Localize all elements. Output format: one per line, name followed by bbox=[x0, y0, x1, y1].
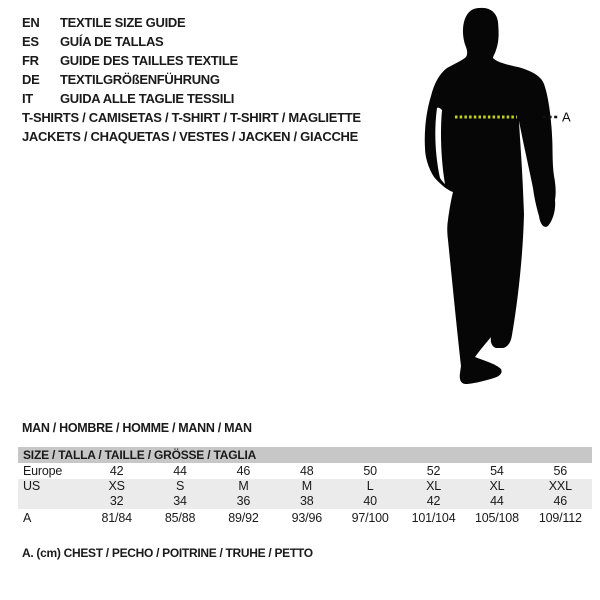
size-cell: 105/108 bbox=[475, 511, 519, 525]
row-label: US bbox=[23, 479, 40, 493]
language-list bbox=[22, 13, 238, 108]
size-cell: 44 bbox=[173, 464, 187, 478]
size-cell: 36 bbox=[236, 494, 251, 508]
language-row-fr bbox=[22, 51, 238, 70]
language-code: EN bbox=[22, 15, 40, 30]
table-row-europe bbox=[18, 463, 592, 479]
size-cell: 85/88 bbox=[164, 511, 196, 525]
language-label: TEXTILGRÖßENFÜHRUNG bbox=[60, 72, 220, 87]
size-cell: 97/100 bbox=[351, 511, 389, 525]
language-row-es bbox=[22, 32, 238, 51]
size-cell: XS bbox=[108, 479, 125, 493]
language-code: IT bbox=[22, 91, 33, 106]
category-tshirts: T-SHIRTS / CAMISETAS / T-SHIRT / T-SHIRT / MAGLIETTE bbox=[22, 110, 361, 125]
size-cell: 46 bbox=[236, 464, 251, 478]
row-label: A bbox=[23, 511, 32, 525]
size-cell: XXL bbox=[548, 479, 572, 493]
size-table bbox=[18, 447, 592, 527]
row-label bbox=[18, 494, 85, 509]
language-code: ES bbox=[22, 34, 39, 49]
language-label: GUIDE DES TAILLES TEXTILE bbox=[60, 53, 238, 68]
language-row-it bbox=[22, 89, 238, 108]
size-cell: L bbox=[366, 479, 374, 493]
size-cell: M bbox=[238, 479, 249, 493]
man-silhouette-figure bbox=[400, 0, 600, 400]
man-silhouette-svg bbox=[400, 0, 600, 400]
size-cell: 89/92 bbox=[228, 511, 259, 525]
table-row-chest-cm bbox=[18, 509, 592, 527]
size-cell: 38 bbox=[300, 494, 314, 508]
size-cell: 42 bbox=[426, 494, 441, 508]
size-cell: XL bbox=[489, 479, 505, 493]
size-cell: M bbox=[301, 479, 312, 493]
size-cell: 56 bbox=[553, 464, 568, 478]
garment-categories bbox=[22, 108, 361, 146]
size-cell: 44 bbox=[490, 494, 504, 508]
category-jackets: JACKETS / CHAQUETAS / VESTES / JACKEN / GIACCHE bbox=[22, 129, 358, 144]
size-cell: 93/96 bbox=[291, 511, 322, 525]
size-cell: 46 bbox=[553, 494, 568, 508]
size-cell: 40 bbox=[363, 494, 377, 508]
size-cell: 42 bbox=[109, 464, 124, 478]
size-cell: 54 bbox=[490, 464, 504, 478]
size-cell: 81/84 bbox=[101, 511, 132, 525]
size-cell: XL bbox=[426, 479, 441, 493]
language-label: GUIDA ALLE TAGLIE TESSILI bbox=[60, 91, 235, 106]
language-row-de bbox=[22, 70, 238, 89]
size-cell: 109/112 bbox=[538, 511, 582, 525]
language-code: FR bbox=[22, 53, 39, 68]
table-row-us-number bbox=[18, 494, 592, 509]
size-cell: 32 bbox=[109, 494, 124, 508]
row-label: Europe bbox=[23, 464, 63, 478]
language-label: GUÍA DE TALLAS bbox=[60, 34, 164, 49]
chest-footnote: A. (cm) CHEST / PECHO / POITRINE / TRUHE / PETTO bbox=[22, 546, 313, 560]
language-label: TEXTILE SIZE GUIDE bbox=[60, 15, 186, 30]
chest-measure-label: A bbox=[562, 109, 571, 125]
size-cell: 52 bbox=[426, 464, 441, 478]
language-row-en bbox=[22, 13, 238, 32]
man-silhouette bbox=[425, 8, 556, 384]
size-cell: 34 bbox=[173, 494, 187, 508]
section-title-man: MAN / HOMBRE / HOMME / MANN / MAN bbox=[22, 421, 252, 435]
language-code: DE bbox=[22, 72, 40, 87]
size-cell: S bbox=[175, 479, 185, 493]
size-table-header: SIZE / TALLA / TAILLE / GRÖSSE / TAGLIA bbox=[18, 447, 592, 463]
table-row-us-letter bbox=[18, 479, 592, 494]
size-cell: 50 bbox=[363, 464, 377, 478]
size-cell: 48 bbox=[300, 464, 314, 478]
size-cell: 101/104 bbox=[411, 511, 456, 525]
